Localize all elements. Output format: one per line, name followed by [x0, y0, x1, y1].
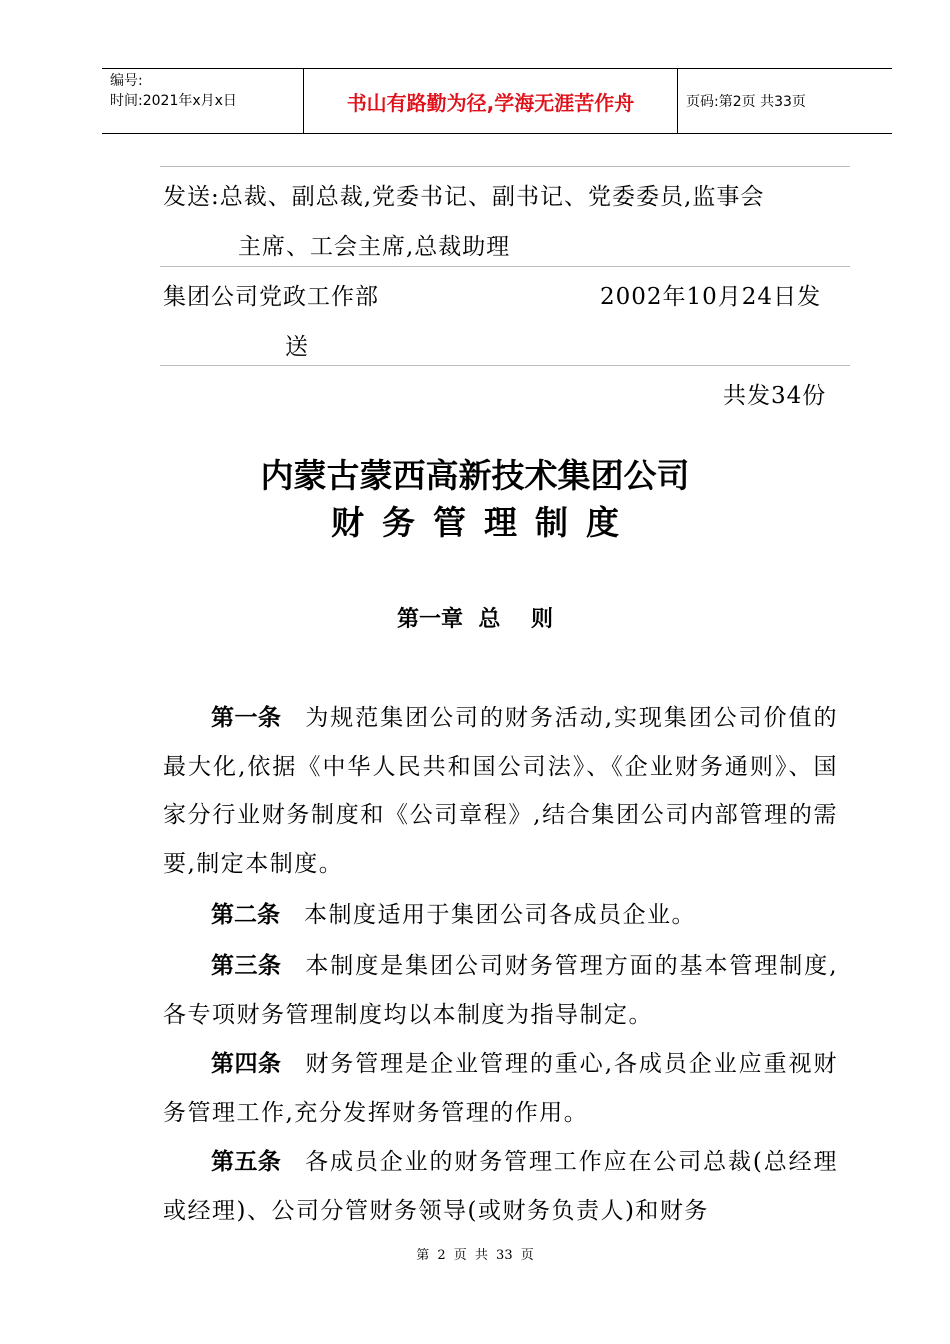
article-label: 第二条	[211, 902, 280, 928]
article-2	[163, 891, 838, 940]
article-text: 财务管理是企业管理的重心,各成员企业应重视财务管理工作,充分发挥财务管理的作用。	[163, 1051, 839, 1126]
copies: 共发34份	[723, 383, 827, 409]
doc-title-line-1: 内蒙古蒙西高新技术集团公司	[260, 456, 690, 495]
article-text: 为规范集团公司的财务活动,实现集团公司价值的最大化,依据《中华人民共和国公司法》、《企业财务通则》、国家分行业财务制度和《公司章程》,结合集团公司内部管理的需要,制定本制度。	[163, 705, 839, 877]
doc-title-line-2: 财务管理制度	[331, 503, 637, 542]
article-1	[163, 694, 838, 888]
header-page-code: 页码:第2页 共33页	[686, 94, 806, 110]
divider	[160, 166, 850, 167]
issue-date-cont: 送	[285, 334, 309, 360]
send-line-1: 发送:总裁、副总裁,党委书记、副书记、党委委员,监事会	[163, 184, 765, 210]
time-label: 时间:2021年x月x日	[110, 93, 237, 109]
article-label: 第四条	[211, 1051, 282, 1077]
article-text: 各成员企业的财务管理工作应在公司总裁(总经理或经理)、公司分管财务领导(或财务负责人)和财务	[163, 1149, 839, 1224]
divider	[160, 266, 850, 267]
article-label: 第三条	[211, 953, 282, 979]
article-text: 本制度适用于集团公司各成员企业。	[304, 902, 696, 928]
article-text: 本制度是集团公司财务管理方面的基本管理制度,各专项财务管理制度均以本制度为指导制定。	[163, 953, 839, 1028]
page-footer: 第 2 页 共 33 页	[416, 1248, 534, 1263]
chapter-heading: 第一章 总 则	[397, 607, 553, 632]
article-3	[163, 942, 838, 1039]
article-4	[163, 1040, 838, 1137]
divider	[160, 365, 850, 366]
number-label: 编号:	[110, 73, 143, 89]
send-line-2: 主席、工会主席,总裁助理	[238, 234, 511, 260]
issuer: 集团公司党政工作部	[163, 284, 379, 310]
issue-date: 2002年10月24日发	[600, 284, 822, 310]
article-5	[163, 1138, 838, 1235]
header-motto: 书山有路勤为径,学海无涯苦作舟	[304, 69, 678, 133]
header-meta	[102, 69, 304, 133]
article-label: 第一条	[211, 705, 282, 731]
page-header	[102, 68, 892, 134]
article-label: 第五条	[211, 1149, 282, 1175]
